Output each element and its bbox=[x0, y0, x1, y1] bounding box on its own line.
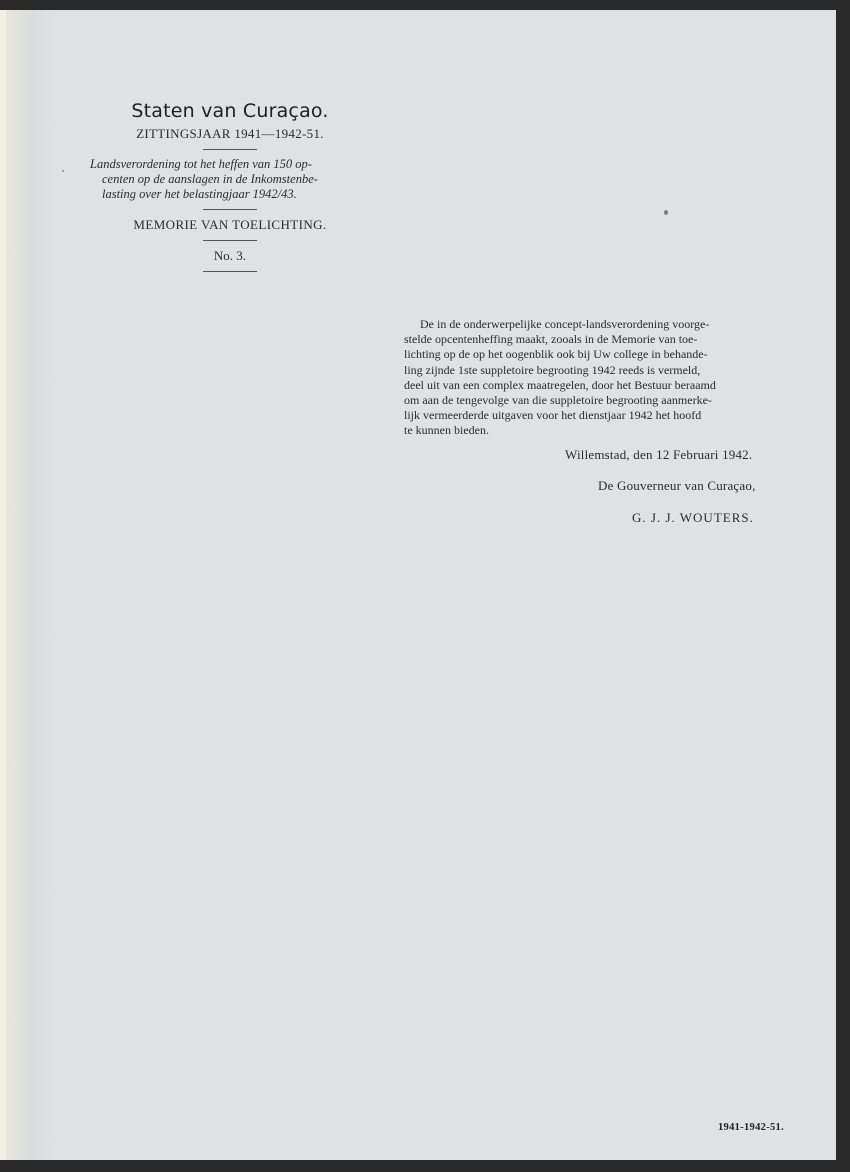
place-date: Willemstad, den 12 Februari 1942. bbox=[565, 447, 753, 462]
divider bbox=[203, 209, 257, 210]
paper-speck bbox=[62, 170, 64, 172]
body-line: lichting op de op het oogenblik ook bij Uw college in behande- bbox=[404, 347, 708, 362]
body-paragraph bbox=[404, 317, 792, 439]
body-line: lijk vermeerderde uitgaven voor het dienstjaar 1942 het hoofd bbox=[404, 408, 702, 423]
body-line: te kunnen bieden. bbox=[404, 423, 489, 438]
body-line: ling zijnde 1ste suppletoire begrooting 1942 reeds is vermeld, bbox=[404, 362, 701, 377]
body-line: De in de onderwerpelijke concept-landsverordening voorge- bbox=[420, 317, 710, 331]
memorie-heading: MEMORIE VAN TOELICHTING. bbox=[133, 217, 327, 232]
governor-title: De Gouverneur van Curaçao, bbox=[598, 478, 756, 493]
body-line: deel uit van een complex maatregelen, door het Bestuur beraamd bbox=[404, 377, 716, 392]
signature-name: G. J. J. WOUTERS. bbox=[632, 510, 754, 525]
subject-description bbox=[80, 157, 380, 202]
paper-speck bbox=[664, 210, 668, 215]
divider bbox=[203, 149, 257, 150]
session-year: ZITTINGSJAAR 1941—1942-51. bbox=[136, 126, 324, 141]
subject-line: Landsverordening tot het heffen van 150 op- bbox=[90, 157, 312, 171]
document-page bbox=[0, 10, 836, 1160]
body-line: stelde opcentenheffing maakt, zooals in de Memorie van toe- bbox=[404, 332, 698, 347]
divider bbox=[203, 240, 257, 241]
document-header bbox=[80, 92, 380, 279]
divider bbox=[203, 271, 257, 272]
page-edge bbox=[0, 10, 6, 1160]
document-title: Staten van Curaçao. bbox=[131, 100, 329, 122]
body-line: om aan de tengevolge van die suppletoire begrooting aanmerke- bbox=[404, 393, 712, 408]
subject-line: lasting over het belastingjaar 1942/43. bbox=[102, 187, 297, 201]
footer-code: 1941-1942-51. bbox=[718, 1122, 785, 1133]
document-number: No. 3. bbox=[213, 248, 247, 263]
subject-line: centen op de aanslagen in de Inkomstenbe- bbox=[102, 172, 318, 186]
